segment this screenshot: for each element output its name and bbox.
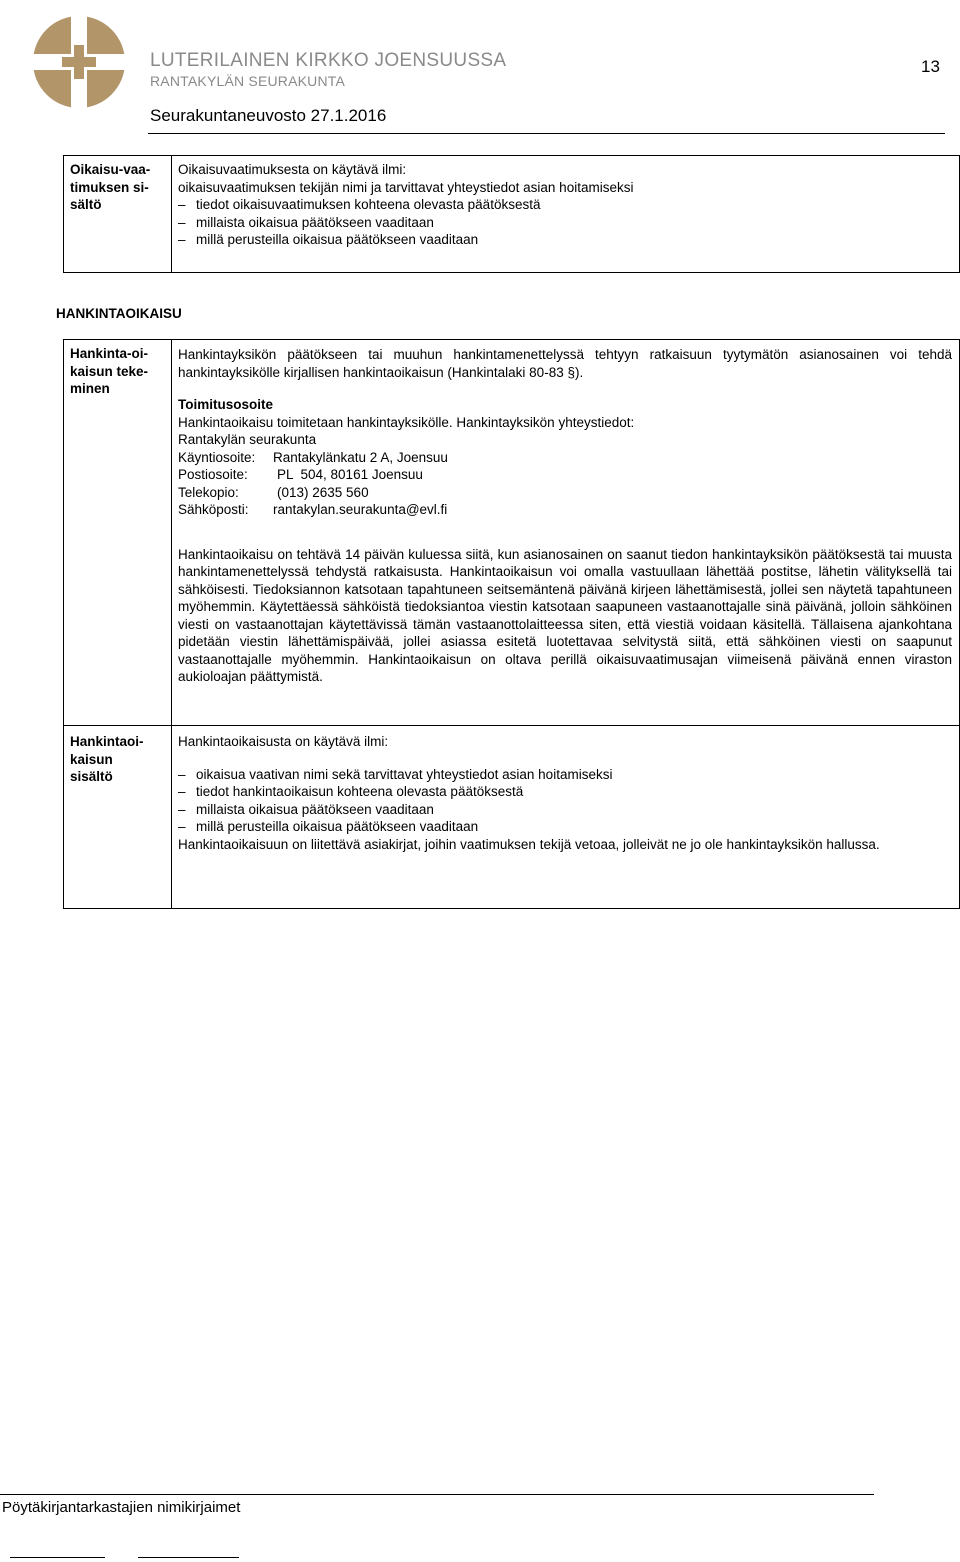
label-line: kaisun bbox=[70, 751, 113, 767]
meeting-title: Seurakuntaneuvosto 27.1.2016 bbox=[150, 106, 387, 125]
procurement-content-body bbox=[172, 726, 959, 908]
address-intro: Hankintaoikaisu toimitetaan hankintayksikölle. Hankintayksikön yhteystiedot: bbox=[178, 414, 635, 430]
contact-row bbox=[178, 466, 952, 484]
content-intro: Hankintaoikaisusta on käytävä ilmi: bbox=[178, 734, 389, 749]
address-title: Toimitusosoite bbox=[178, 397, 274, 412]
signature-line bbox=[10, 1557, 105, 1558]
list-item: – oikaisua vaativan nimi sekä tarvittavat yhteystiedot asian hoitamiseksi bbox=[178, 766, 952, 784]
signature-line bbox=[138, 1557, 239, 1558]
contact-row bbox=[178, 484, 952, 502]
procurement-content-table bbox=[63, 725, 960, 909]
procurement-appeal-body bbox=[172, 340, 959, 725]
list-item: – tiedot hankintaoikaisun kohteena olevasta päätöksestä bbox=[178, 783, 952, 801]
label-line: Hankinta-oi- bbox=[70, 346, 149, 361]
procurement-appeal-table bbox=[63, 339, 960, 726]
label-line: kaisun teke- bbox=[70, 363, 149, 379]
appeal-content-body bbox=[172, 156, 959, 272]
section-heading: HANKINTAOIKAISU bbox=[56, 306, 182, 321]
label-line: sisältö bbox=[70, 769, 113, 784]
list-item: – tiedot oikaisuvaatimuksen kohteena olevasta päätöksestä bbox=[178, 196, 952, 214]
contact-value: Rantakylänkatu 2 A, Joensuu bbox=[273, 449, 448, 465]
entity-name: Rantakylän seurakunta bbox=[178, 432, 317, 447]
contact-label: Postiosoite: bbox=[178, 467, 248, 482]
appeal-content-label bbox=[64, 156, 172, 272]
contact-row bbox=[178, 501, 952, 519]
contact-row bbox=[178, 449, 952, 467]
signatures-label: Pöytäkirjantarkastajien nimikirjaimet bbox=[2, 1499, 241, 1516]
label-line: minen bbox=[70, 381, 110, 396]
contact-email: rantakylan.seurakunta@evl.fi bbox=[273, 502, 448, 517]
label-line: Oikaisu-vaa- bbox=[70, 162, 151, 177]
procurement-intro: Hankintayksikön päätökseen tai muuhun hankintamenettelyssä tehtyyn ratkaisuun tyytymätön asianosainen voi tehdä hankintayksikölle kirjallisen hankintaoikaisun (Hankintalaki 80-83 §). bbox=[178, 347, 952, 380]
contact-label: Sähköposti: bbox=[178, 502, 249, 517]
cross-logo-icon bbox=[30, 14, 128, 110]
organization-name: LUTERILAINEN KIRKKO JOENSUUSSA bbox=[150, 50, 507, 71]
deadline-paragraph: Hankintaoikaisu on tehtävä 14 päivän kuluessa siitä, kun asianosainen on saanut tiedon hankintayksikön päätöksestä tai muusta hankintamenettelyssä tehdystä ratkaisusta. Hankintaoikaisun voi omalla vastuullaan lähettää postitse, lähetin välityksellä tai sähköisesti. Tiedoksiannon katsotaan tapahtuneen seitsemäntenä päivänä kirjeen lähettämisestä, jollei sen näytetä tapahtuneen myöhemmin. Käytettäessä sähköistä tiedoksiantoa viestin katsotaan saapuneen vastaanottajalle sinä päivänä, jolloin sähköinen viesti on vastaanottajan käytettävissä tämän vastaanottolaitteessa siten, että viestiä voidaan käsitellä. Tällaisena ajankohtana pidetään viestin lähettämispäivää, jollei asiassa esitetä luotettavaa selvitystä siitä, että sähköinen viesti on saapunut vastaanottajalle myöhemmin. Hankintaoikaisun on oltava perillä oikaisuvaatimusajan viimeisenä päivänä ennen viraston aukioloajan päättymistä. bbox=[178, 546, 952, 684]
label-line: timuksen si- bbox=[70, 179, 149, 195]
appeal-intro: Oikaisuvaatimuksesta on käytävä ilmi: bbox=[178, 162, 407, 177]
header-divider bbox=[148, 133, 945, 134]
contact-value: (013) 2635 560 bbox=[277, 484, 369, 500]
label-line: sältö bbox=[70, 197, 102, 212]
content-closing: Hankintaoikaisuun on liitettävä asiakirjat, joihin vaatimuksen tekijä vetoaa, jolleivät ne jo ole hankintayksikön hallussa. bbox=[178, 836, 880, 852]
contact-value: PL 504, 80161 Joensuu bbox=[277, 467, 423, 482]
label-line: Hankintaoi- bbox=[70, 734, 144, 749]
list-item: – millä perusteilla oikaisua päätökseen vaaditaan bbox=[178, 231, 952, 249]
procurement-content-label bbox=[64, 726, 172, 908]
parish-name: RANTAKYLÄN SEURAKUNTA bbox=[150, 73, 346, 89]
list-item: – millaista oikaisua päätökseen vaaditaan bbox=[178, 801, 952, 819]
contact-label: Käyntiosoite: bbox=[178, 449, 256, 465]
list-item: – millaista oikaisua päätökseen vaaditaan bbox=[178, 214, 952, 232]
procurement-appeal-label bbox=[64, 340, 172, 725]
list-item: – millä perusteilla oikaisua päätökseen vaaditaan bbox=[178, 818, 952, 836]
appeal-content-table bbox=[63, 155, 960, 273]
contact-label: Telekopio: bbox=[178, 484, 239, 500]
page-number: 13 bbox=[921, 57, 940, 76]
appeal-line: oikaisuvaatimuksen tekijän nimi ja tarvittavat yhteystiedot asian hoitamiseksi bbox=[178, 179, 634, 195]
footer-divider bbox=[0, 1494, 874, 1495]
